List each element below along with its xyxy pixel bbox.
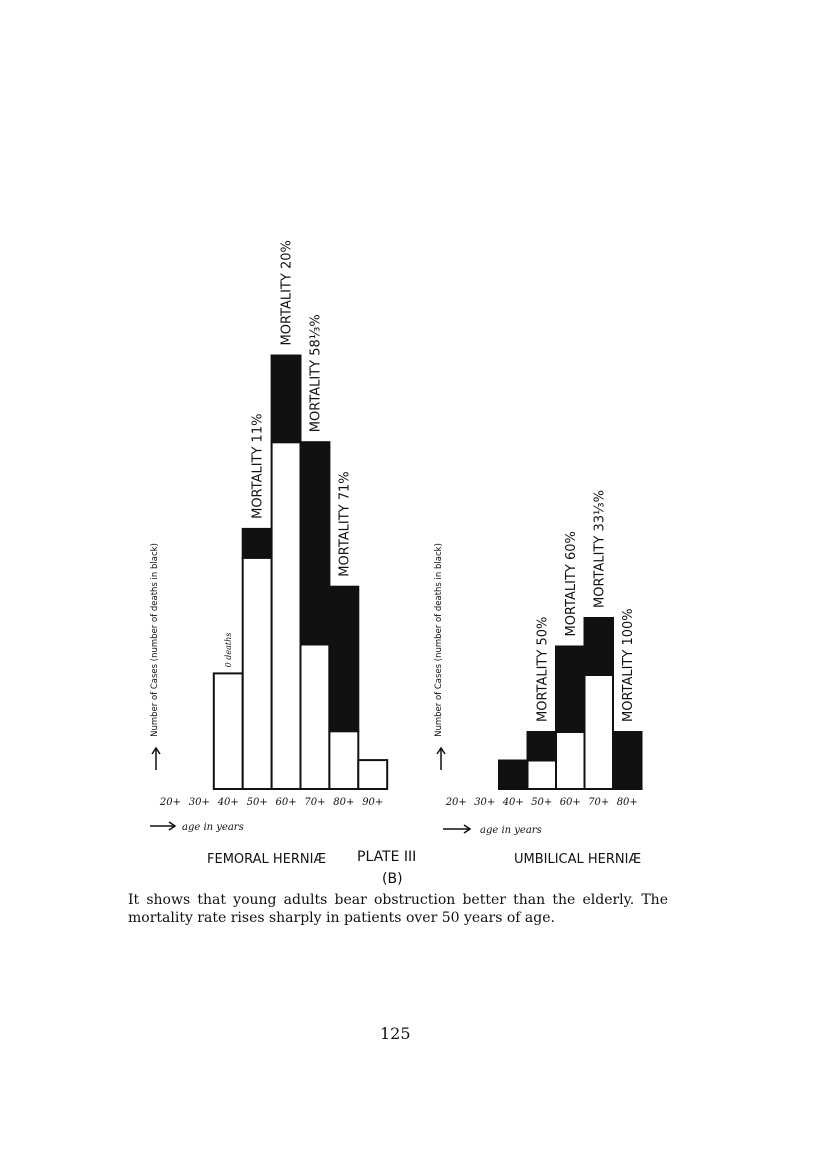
femoral-tick-label-40+: 40+ xyxy=(217,797,239,808)
femoral-bar-survivors-70+ xyxy=(301,645,330,790)
umbilical-bar-deaths-70+ xyxy=(585,618,614,675)
femoral-annotation-60+: MORTALITY 20% xyxy=(279,240,295,346)
femoral-annotation-70+: MORTALITY 58⅓% xyxy=(308,314,324,433)
caption-line-2: mortality rate rises sharply in patients over 50 years of age. xyxy=(128,910,555,926)
femoral-bar-deaths-70+ xyxy=(301,442,330,644)
caption-line-1: It shows that young adults bear obstruction better than the elderly. The xyxy=(128,892,668,908)
umbilical-bar-deaths-80+ xyxy=(613,732,642,789)
umbilical-tick-label-30+: 30+ xyxy=(474,797,496,808)
umbilical-tick-label-70+: 70+ xyxy=(588,797,610,808)
plate-subtitle: (B) xyxy=(382,871,403,887)
femoral-tick-label-90+: 90+ xyxy=(362,797,384,808)
femoral-tick-label-60+: 60+ xyxy=(275,797,297,808)
femoral-bar-survivors-90+ xyxy=(358,760,387,789)
umbilical-tick-label-60+: 60+ xyxy=(559,797,581,808)
umbilical-x-axis-label: age in years xyxy=(480,825,542,836)
umbilical-bar-deaths-60+ xyxy=(556,647,585,733)
umbilical-tick-label-50+: 50+ xyxy=(531,797,553,808)
umbilical-bar-survivors-60+ xyxy=(556,732,585,789)
femoral-bar-survivors-50+ xyxy=(243,558,272,789)
femoral-tick-label-20+: 20+ xyxy=(159,797,182,808)
femoral-annotation-40+: 0 deaths xyxy=(224,632,234,668)
femoral-tick-label-70+: 70+ xyxy=(304,797,326,808)
plate-title: PLATE III xyxy=(357,849,417,865)
femoral-bar-deaths-50+ xyxy=(243,529,272,558)
umbilical-tick-label-80+: 80+ xyxy=(616,797,638,808)
page-number: 125 xyxy=(380,1024,411,1043)
femoral-bar-deaths-80+ xyxy=(329,587,358,732)
umbilical-annotation-50+: MORTALITY 50% xyxy=(535,616,551,722)
femoral-bar-survivors-60+ xyxy=(272,442,301,789)
umbilical-tick-label-40+: 40+ xyxy=(502,797,524,808)
femoral-chart-title: FEMORAL HERNIÆ xyxy=(207,852,327,867)
umbilical-bar-survivors-50+ xyxy=(528,761,557,790)
femoral-annotation-50+: MORTALITY 11% xyxy=(250,413,266,519)
femoral-annotation-80+: MORTALITY 71% xyxy=(337,471,353,577)
umbilical-bar-deaths-40+ xyxy=(499,761,528,790)
femoral-x-axis-label: age in years xyxy=(182,822,244,833)
umbilical-bar-survivors-70+ xyxy=(585,675,614,789)
femoral-tick-label-80+: 80+ xyxy=(333,797,355,808)
femoral-bar-survivors-40+ xyxy=(214,673,243,789)
umbilical-chart-title: UMBILICAL HERNIÆ xyxy=(514,852,642,867)
femoral-tick-label-50+: 50+ xyxy=(246,797,268,808)
femoral-y-axis-label: Number of Cases (number of deaths in black) xyxy=(150,543,160,737)
femoral-tick-label-30+: 30+ xyxy=(188,797,210,808)
umbilical-y-axis-label: Number of Cases (number of deaths in black) xyxy=(434,543,444,737)
femoral-bar-deaths-60+ xyxy=(272,356,301,443)
umbilical-annotation-70+: MORTALITY 33⅓% xyxy=(592,490,608,608)
femoral-bar-survivors-80+ xyxy=(329,731,358,789)
umbilical-annotation-60+: MORTALITY 60% xyxy=(563,531,579,637)
umbilical-tick-label-20+: 20+ xyxy=(445,797,467,808)
umbilical-bar-deaths-50+ xyxy=(528,732,557,761)
umbilical-annotation-80+: MORTALITY 100% xyxy=(620,608,636,722)
